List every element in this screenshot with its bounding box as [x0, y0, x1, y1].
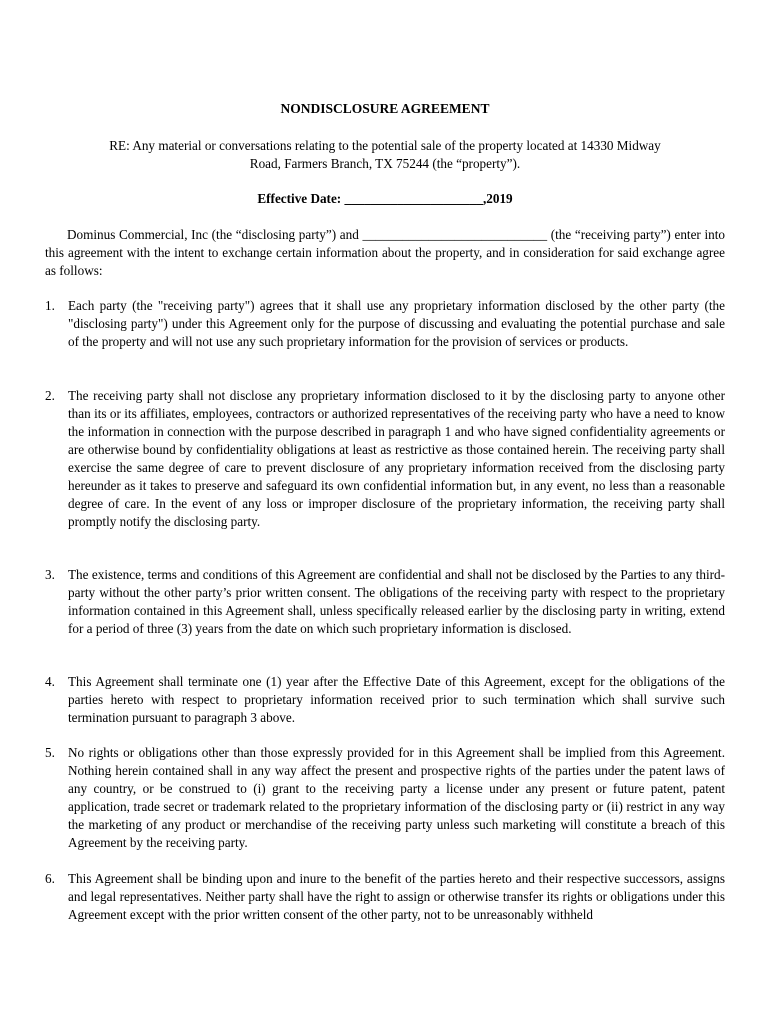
clause-3	[45, 566, 725, 638]
clause-number: 3.	[45, 567, 55, 582]
clause-number: 4.	[45, 674, 55, 689]
clause-text: No rights or obligations other than those expressly provided for in this Agreement shall be implied from this Agreement. Nothing herein contained shall in any way affect the present and prospective rights of the parties under the patent laws of any country, or be construed to (i) grant to the receiving party a license under any present or future patent, patent application, trade secret or trademark related to the proprietary information of the disclosing party or (ii) restrict in any way the marketing of any product or merchandise of the receiving party unless such marketing will constitute a breach of this Agreement by the receiving party.	[68, 745, 725, 850]
clause-6	[45, 870, 725, 924]
intro-paragraph: Dominus Commercial, Inc (the “disclosing party”) and ____________________________ (the “receiving party”) enter into this agreement with the intent to exchange certain information about the property, and in consideration for said exchange agree as follows:	[45, 227, 725, 278]
clause-2	[45, 387, 725, 531]
clause-number: 1.	[45, 298, 55, 313]
clause-number: 2.	[45, 388, 55, 403]
clause-number: 5.	[45, 745, 55, 760]
clause-text: The receiving party shall not disclose any proprietary information disclosed to it by the disclosing party to anyone other than its or its affiliates, employees, contractors or authorized representatives of the receiving party who have a need to know the information in connection with the purpose described in paragraph 1 and who have signed confidentiality agreements or are otherwise bound by confidentiality obligations at least as restrictive as those contained herein. The receiving party shall exercise the same degree of care to prevent disclosure of any proprietary information received from the disclosing party hereunder as it takes to preserve and safeguard its own confidential information but, in any event, no less than a reasonable degree of care. In the event of any loss or improper disclosure of the proprietary information, the receiving party shall promptly notify the disclosing party.	[68, 388, 725, 529]
clause-number: 6.	[45, 871, 55, 886]
clause-1	[45, 297, 725, 351]
clause-text: Each party (the "receiving party") agrees that it shall use any proprietary information disclosed by the other party (the "disclosing party") under this Agreement only for the purpose of discussing and evaluating the potential purchase and sale of the property and will not use any such proprietary information for the provision of services or products.	[68, 298, 725, 349]
re-line: RE: Any material or conversations relating to the potential sale of the property located at 14330 Midway Road, Farmers Branch, TX 75244 (the “property”).	[109, 138, 661, 171]
effective-date: Effective Date: _____________________,2019	[257, 191, 513, 206]
clause-text: This Agreement shall be binding upon and inure to the benefit of the parties hereto and their respective successors, assigns and legal representatives. Neither party shall have the right to assign or otherwise transfer its rights or obligations under this Agreement except with the prior written consent of the other party, not to be unreasonably withheld	[68, 871, 725, 922]
clause-text: This Agreement shall terminate one (1) year after the Effective Date of this Agreement, except for the obligations of the parties hereto with respect to proprietary information received prior to such termination which shall survive such termination pursuant to paragraph 3 above.	[68, 674, 725, 725]
document-title: NONDISCLOSURE AGREEMENT	[280, 101, 490, 116]
clause-text: The existence, terms and conditions of this Agreement are confidential and shall not be disclosed by the Parties to any third-party without the other party’s prior written consent. The obligations of the receiving party with respect to the proprietary information contained in this Agreement shall, unless specifically released earlier by the disclosing party in writing, extend for a period of three (3) years from the date on which such proprietary information is disclosed.	[68, 567, 725, 636]
clause-4	[45, 673, 725, 727]
clause-5	[45, 744, 725, 852]
